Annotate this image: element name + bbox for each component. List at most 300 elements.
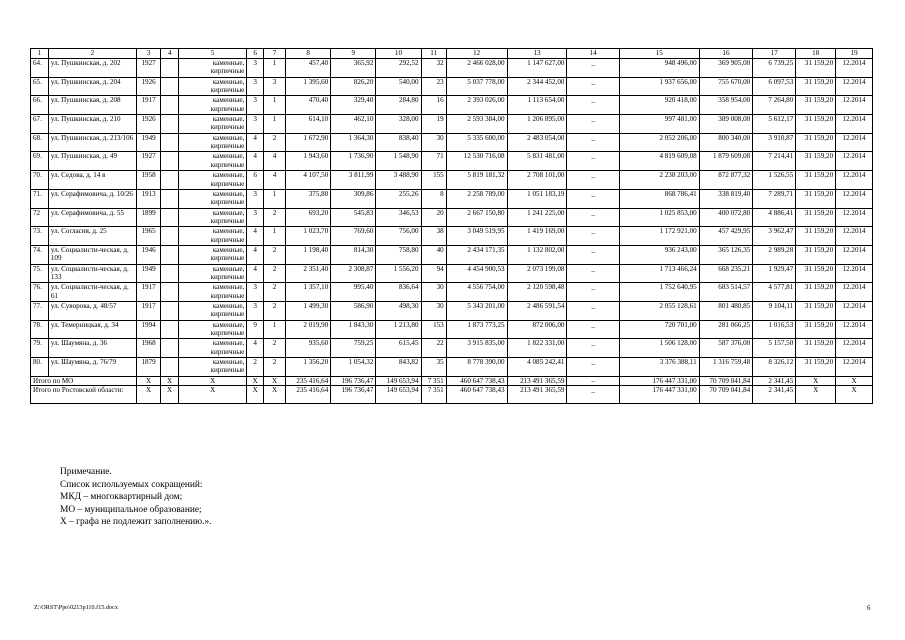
entrances-cell: 2 [264, 133, 286, 152]
cost-local-cell: 2 052 206,00 [619, 133, 699, 152]
cost-total-cell: 2 667 150,80 [446, 208, 507, 227]
wall-material-cell: каменные, кирпичные [179, 189, 247, 208]
note-title: Примечание. [60, 467, 112, 477]
max-cost-per-sqm-cell: 31 159,20 [796, 59, 836, 78]
max-cost-per-sqm-cell: 31 159,20 [796, 339, 836, 358]
cost-regional-cell: _ [567, 152, 619, 171]
col-4-cell [161, 227, 179, 246]
cost-regional-cell: _ [567, 245, 619, 264]
cost-local-cell: 1 752 640,95 [619, 283, 699, 302]
wall-material-cell: каменные, кирпичные [179, 301, 247, 320]
residents-cell: 38 [421, 227, 446, 246]
totals-cell: 460 647 738,43 [446, 386, 507, 404]
address-cell: ул. Серафимовича, д. 10/26 [48, 189, 136, 208]
address-cell: ул. Темерницкая, д. 34 [48, 320, 136, 339]
entrances-cell: 2 [264, 283, 286, 302]
cost-local-cell: 1 713 466,24 [619, 264, 699, 283]
area-premises-cell: 545,83 [331, 208, 376, 227]
residents-cell: 71 [421, 152, 446, 171]
cost-per-sqm-cell: 8 326,12 [753, 358, 796, 377]
max-cost-per-sqm-cell: 31 159,20 [796, 227, 836, 246]
residents-cell: 16 [421, 96, 446, 115]
address-cell: ул. Суворова, д. 48/57 [48, 301, 136, 320]
cost-local-cell: 936 243,00 [619, 245, 699, 264]
cost-total-cell: 2 393 026,00 [446, 96, 507, 115]
residents-cell: 153 [421, 320, 446, 339]
row-number-cell: 65. [31, 77, 49, 96]
residents-cell: 35 [421, 358, 446, 377]
row-number-cell: 66. [31, 96, 49, 115]
cost-fund-cell: 4 085 242,41 [507, 358, 567, 377]
entrances-cell: 1 [264, 59, 286, 78]
table-row [31, 208, 873, 227]
column-number-row [31, 49, 873, 59]
cost-local-cell: 3 376 388,11 [619, 358, 699, 377]
residents-cell: 23 [421, 77, 446, 96]
cost-total-cell: 4 454 900,53 [446, 264, 507, 283]
totals-row [31, 386, 873, 404]
cost-owners-cell: 358 954,00 [699, 96, 753, 115]
cost-total-cell: 3 915 835,00 [446, 339, 507, 358]
column-number: 5 [179, 49, 247, 59]
total-area-cell: 1 943,60 [286, 152, 331, 171]
cost-owners-cell: 587 376,00 [699, 339, 753, 358]
year-built-cell: 1926 [137, 115, 161, 134]
area-premises-cell: 826,20 [331, 77, 376, 96]
cost-per-sqm-cell: 7 214,41 [753, 152, 796, 171]
floors-cell: 4 [247, 152, 264, 171]
cost-local-cell: 1 025 853,00 [619, 208, 699, 227]
totals-cell: 213 491 365,59 [507, 376, 567, 386]
cost-local-cell: 4 819 609,08 [619, 152, 699, 171]
row-number-cell: 69. [31, 152, 49, 171]
floors-cell: 4 [247, 264, 264, 283]
col-4-cell [161, 115, 179, 134]
wall-material-cell: каменные, кирпичные [179, 358, 247, 377]
total-area-cell: 1 672,90 [286, 133, 331, 152]
totals-cell: 149 653,94 [376, 376, 421, 386]
totals-cell: 70 709 041,84 [699, 386, 753, 404]
note-intro: Список используемых сокращений: [60, 479, 203, 490]
totals-cell: 235 416,64 [286, 386, 331, 404]
floors-cell: 3 [247, 301, 264, 320]
floors-cell: 4 [247, 339, 264, 358]
wall-material-cell: каменные, кирпичные [179, 283, 247, 302]
cost-fund-cell: 1 132 802,00 [507, 245, 567, 264]
entrances-cell: 2 [264, 264, 286, 283]
totals-cell: X [264, 386, 286, 404]
col-4-cell [161, 358, 179, 377]
total-area-cell: 4 107,50 [286, 171, 331, 190]
row-number-cell: 80. [31, 358, 49, 377]
cost-regional-cell: _ [567, 115, 619, 134]
wall-material-cell: каменные, кирпичные [179, 96, 247, 115]
cost-regional-cell: _ [567, 283, 619, 302]
table-row [31, 171, 873, 190]
floors-cell: 3 [247, 189, 264, 208]
address-cell: ул. Социалисти-ческая, д. 133 [48, 264, 136, 283]
file-path: Z:\ORST\Ppo\0213p110.f15.docx [34, 604, 118, 611]
table-row [31, 189, 873, 208]
total-area-cell: 2 019,90 [286, 320, 331, 339]
cost-per-sqm-cell: 4 886,41 [753, 208, 796, 227]
max-cost-per-sqm-cell: 31 159,20 [796, 208, 836, 227]
total-area-cell: 1 023,70 [286, 227, 331, 246]
cost-per-sqm-cell: 3 962,47 [753, 227, 796, 246]
cost-total-cell: 5 343 201,00 [446, 301, 507, 320]
area-premises-cell: 586,90 [331, 301, 376, 320]
cost-per-sqm-cell: 6 097,53 [753, 77, 796, 96]
totals-cell: X [179, 376, 247, 386]
max-cost-per-sqm-cell: 31 159,20 [796, 115, 836, 134]
year-built-cell: 1965 [137, 227, 161, 246]
table-row [31, 227, 873, 246]
entrances-cell: 2 [264, 358, 286, 377]
column-number: 13 [507, 49, 567, 59]
year-built-cell: 1926 [137, 77, 161, 96]
column-number: 11 [421, 49, 446, 59]
address-cell: ул. Пушкинская, д. 210 [48, 115, 136, 134]
residents-cell: 30 [421, 283, 446, 302]
column-number: 10 [376, 49, 421, 59]
cost-per-sqm-cell: 5 612,17 [753, 115, 796, 134]
completion-date-cell: 12.2014 [836, 320, 873, 339]
cost-regional-cell: _ [567, 358, 619, 377]
totals-cell: 7 351 [421, 386, 446, 404]
completion-date-cell: 12.2014 [836, 283, 873, 302]
max-cost-per-sqm-cell: 31 159,20 [796, 133, 836, 152]
cost-regional-cell: _ [567, 133, 619, 152]
totals-cell: 235 416,64 [286, 376, 331, 386]
area-residential-cell: 284,80 [376, 96, 421, 115]
total-area-cell: 1 499,30 [286, 301, 331, 320]
area-residential-cell: 1 556,20 [376, 264, 421, 283]
completion-date-cell: 12.2014 [836, 96, 873, 115]
totals-cell: – [567, 376, 619, 386]
area-residential-cell: 292,52 [376, 59, 421, 78]
table-row [31, 320, 873, 339]
totals-cell: X [247, 386, 264, 404]
address-cell: ул. Согласия, д. 25 [48, 227, 136, 246]
cost-local-cell: 2 055 128,61 [619, 301, 699, 320]
max-cost-per-sqm-cell: 31 159,20 [796, 320, 836, 339]
totals-cell: X [247, 376, 264, 386]
max-cost-per-sqm-cell: 31 159,20 [796, 171, 836, 190]
col-4-cell [161, 171, 179, 190]
total-area-cell: 457,40 [286, 59, 331, 78]
total-area-cell: 470,40 [286, 96, 331, 115]
totals-cell: 70 709 041,84 [699, 376, 753, 386]
cost-fund-cell: 2 120 598,48 [507, 283, 567, 302]
totals-cell: 213 491 365,59 [507, 386, 567, 404]
totals-cell: X [836, 376, 873, 386]
col-4-cell [161, 339, 179, 358]
year-built-cell: 1913 [137, 189, 161, 208]
cost-owners-cell: 369 905,00 [699, 59, 753, 78]
completion-date-cell: 12.2014 [836, 358, 873, 377]
column-number: 2 [48, 49, 136, 59]
wall-material-cell: каменные, кирпичные [179, 133, 247, 152]
area-residential-cell: 255,26 [376, 189, 421, 208]
max-cost-per-sqm-cell: 31 159,20 [796, 358, 836, 377]
area-premises-cell: 462,10 [331, 115, 376, 134]
cost-owners-cell: 338 819,40 [699, 189, 753, 208]
max-cost-per-sqm-cell: 31 159,20 [796, 283, 836, 302]
column-number: 6 [247, 49, 264, 59]
cost-local-cell: 720 701,00 [619, 320, 699, 339]
totals-cell: 2 341,45 [753, 376, 796, 386]
note-item-mkd: МКД – многоквартирный дом; [60, 492, 183, 503]
note-item-x: X – графа не подлежит заполнению.». [60, 517, 212, 528]
total-area-cell: 1 356,20 [286, 358, 331, 377]
completion-date-cell: 12.2014 [836, 264, 873, 283]
total-area-cell: 693,20 [286, 208, 331, 227]
floors-cell: 3 [247, 96, 264, 115]
cost-per-sqm-cell: 3 910,87 [753, 133, 796, 152]
column-number: 17 [753, 49, 796, 59]
cost-total-cell: 1 873 773,25 [446, 320, 507, 339]
floors-cell: 4 [247, 133, 264, 152]
area-premises-cell: 814,30 [331, 245, 376, 264]
cost-total-cell: 3 049 519,95 [446, 227, 507, 246]
cost-owners-cell: 872 877,32 [699, 171, 753, 190]
wall-material-cell: каменные, кирпичные [179, 115, 247, 134]
max-cost-per-sqm-cell: 31 159,20 [796, 77, 836, 96]
cost-local-cell: 1 506 128,00 [619, 339, 699, 358]
area-premises-cell: 995,40 [331, 283, 376, 302]
total-area-cell: 1 395,60 [286, 77, 331, 96]
cost-owners-cell: 801 480,85 [699, 301, 753, 320]
entrances-cell: 1 [264, 115, 286, 134]
residents-cell: 30 [421, 133, 446, 152]
address-cell: ул. Серафимовича, д. 55 [48, 208, 136, 227]
cost-regional-cell: _ [567, 264, 619, 283]
completion-date-cell: 12.2014 [836, 245, 873, 264]
completion-date-cell: 12.2014 [836, 301, 873, 320]
col-4-cell [161, 320, 179, 339]
floors-cell: 4 [247, 245, 264, 264]
totals-cell: 196 736,47 [331, 386, 376, 404]
row-number-cell: 67. [31, 115, 49, 134]
cost-local-cell: 920 418,00 [619, 96, 699, 115]
housing-register-table [30, 48, 873, 404]
area-residential-cell: 758,80 [376, 245, 421, 264]
cost-per-sqm-cell: 4 577,81 [753, 283, 796, 302]
completion-date-cell: 12.2014 [836, 152, 873, 171]
cost-owners-cell: 400 072,80 [699, 208, 753, 227]
table-row [31, 133, 873, 152]
residents-cell: 30 [421, 301, 446, 320]
wall-material-cell: каменные, кирпичные [179, 208, 247, 227]
column-number: 9 [331, 49, 376, 59]
cost-owners-cell: 281 066,25 [699, 320, 753, 339]
floors-cell: 6 [247, 171, 264, 190]
total-area-cell: 935,60 [286, 339, 331, 358]
area-premises-cell: 1 843,30 [331, 320, 376, 339]
entrances-cell: 1 [264, 189, 286, 208]
floors-cell: 3 [247, 208, 264, 227]
area-residential-cell: 498,30 [376, 301, 421, 320]
row-number-cell: 78. [31, 320, 49, 339]
totals-cell: X [796, 386, 836, 404]
address-cell: ул. Седова, д. 14 в [48, 171, 136, 190]
cost-fund-cell: 1 419 169,00 [507, 227, 567, 246]
column-number: 12 [446, 49, 507, 59]
completion-date-cell: 12.2014 [836, 133, 873, 152]
note-block [60, 466, 212, 529]
cost-local-cell: 868 786,41 [619, 189, 699, 208]
totals-cell: 176 447 331,00 [619, 376, 699, 386]
cost-total-cell: 4 556 754,00 [446, 283, 507, 302]
area-premises-cell: 309,86 [331, 189, 376, 208]
cost-per-sqm-cell: 5 157,50 [753, 339, 796, 358]
residents-cell: 20 [421, 208, 446, 227]
residents-cell: 155 [421, 171, 446, 190]
cost-regional-cell: _ [567, 96, 619, 115]
cost-fund-cell: 2 344 452,00 [507, 77, 567, 96]
total-area-cell: 614,10 [286, 115, 331, 134]
cost-regional-cell: _ [567, 208, 619, 227]
year-built-cell: 1958 [137, 171, 161, 190]
col-4-cell [161, 301, 179, 320]
cost-total-cell: 5 037 778,00 [446, 77, 507, 96]
floors-cell: 3 [247, 59, 264, 78]
area-residential-cell: 3 488,90 [376, 171, 421, 190]
cost-regional-cell: _ [567, 189, 619, 208]
entrances-cell: 3 [264, 77, 286, 96]
address-cell: ул. Социалисти-ческая, д. 109 [48, 245, 136, 264]
cost-local-cell: 2 238 203,00 [619, 171, 699, 190]
table-row [31, 152, 873, 171]
entrances-cell: 1 [264, 96, 286, 115]
completion-date-cell: 12.2014 [836, 171, 873, 190]
cost-fund-cell: 2 073 199,08 [507, 264, 567, 283]
table-row [31, 115, 873, 134]
entrances-cell: 2 [264, 301, 286, 320]
cost-per-sqm-cell: 7 289,71 [753, 189, 796, 208]
row-number-cell: 79. [31, 339, 49, 358]
col-4-cell [161, 152, 179, 171]
wall-material-cell: каменные, кирпичные [179, 59, 247, 78]
year-built-cell: 1946 [137, 245, 161, 264]
totals-label: Итого по МО [31, 376, 137, 386]
area-residential-cell: 1 548,90 [376, 152, 421, 171]
totals-label: Итого по Ростовской области: [31, 386, 137, 404]
cost-total-cell: 2 434 171,35 [446, 245, 507, 264]
cost-per-sqm-cell: 2 989,28 [753, 245, 796, 264]
area-premises-cell: 1 054,32 [331, 358, 376, 377]
totals-cell: 176 447 331,00 [619, 386, 699, 404]
row-number-cell: 71. [31, 189, 49, 208]
totals-cell: 149 653,94 [376, 386, 421, 404]
entrances-cell: 4 [264, 152, 286, 171]
area-residential-cell: 756,00 [376, 227, 421, 246]
wall-material-cell: каменные, кирпичные [179, 171, 247, 190]
cost-regional-cell: _ [567, 301, 619, 320]
row-number-cell: 76. [31, 283, 49, 302]
col-4-cell [161, 208, 179, 227]
wall-material-cell: каменные, кирпичные [179, 320, 247, 339]
year-built-cell: 1917 [137, 301, 161, 320]
cost-per-sqm-cell: 1 929,47 [753, 264, 796, 283]
cost-per-sqm-cell: 1 526,55 [753, 171, 796, 190]
entrances-cell: 2 [264, 339, 286, 358]
page-number: 6 [867, 604, 871, 612]
totals-cell: X [836, 386, 873, 404]
row-number-cell: 74. [31, 245, 49, 264]
note-item-mo: МО – муниципальное образование; [60, 504, 202, 515]
cost-per-sqm-cell: 1 016,53 [753, 320, 796, 339]
max-cost-per-sqm-cell: 31 159,20 [796, 301, 836, 320]
year-built-cell: 1899 [137, 208, 161, 227]
col-4-cell [161, 264, 179, 283]
col-4-cell [161, 59, 179, 78]
table-row [31, 283, 873, 302]
area-premises-cell: 2 308,87 [331, 264, 376, 283]
residents-cell: 22 [421, 339, 446, 358]
cost-fund-cell: 1 822 331,00 [507, 339, 567, 358]
cost-fund-cell: 1 147 627,00 [507, 59, 567, 78]
cost-local-cell: 997 481,00 [619, 115, 699, 134]
year-built-cell: 1917 [137, 96, 161, 115]
col-4-cell [161, 283, 179, 302]
wall-material-cell: каменные, кирпичные [179, 264, 247, 283]
cost-regional-cell: _ [567, 171, 619, 190]
row-number-cell: 73. [31, 227, 49, 246]
cost-regional-cell: _ [567, 77, 619, 96]
cost-owners-cell: 755 670,00 [699, 77, 753, 96]
table-body [31, 49, 873, 404]
cost-total-cell: 2 593 384,00 [446, 115, 507, 134]
floors-cell: 9 [247, 320, 264, 339]
completion-date-cell: 12.2014 [836, 227, 873, 246]
totals-cell: 196 736,47 [331, 376, 376, 386]
total-area-cell: 375,80 [286, 189, 331, 208]
cost-local-cell: 948 496,00 [619, 59, 699, 78]
cost-regional-cell: _ [567, 320, 619, 339]
entrances-cell: 1 [264, 227, 286, 246]
table-row [31, 301, 873, 320]
max-cost-per-sqm-cell: 31 159,20 [796, 189, 836, 208]
cost-fund-cell: 1 206 895,00 [507, 115, 567, 134]
row-number-cell: 70. [31, 171, 49, 190]
totals-cell: 2 341,45 [753, 386, 796, 404]
area-premises-cell: 365,92 [331, 59, 376, 78]
wall-material-cell: каменные, кирпичные [179, 227, 247, 246]
year-built-cell: 1879 [137, 358, 161, 377]
wall-material-cell: каменные, кирпичные [179, 77, 247, 96]
area-residential-cell: 836,64 [376, 283, 421, 302]
table-row [31, 245, 873, 264]
column-number: 1 [31, 49, 49, 59]
table-row [31, 264, 873, 283]
cost-fund-cell: 2 708 101,00 [507, 171, 567, 190]
row-number-cell: 68. [31, 133, 49, 152]
column-number: 18 [796, 49, 836, 59]
area-premises-cell: 1 736,90 [331, 152, 376, 171]
floors-cell: 4 [247, 227, 264, 246]
max-cost-per-sqm-cell: 31 159,20 [796, 152, 836, 171]
area-residential-cell: 328,00 [376, 115, 421, 134]
completion-date-cell: 12.2014 [836, 77, 873, 96]
area-premises-cell: 329,40 [331, 96, 376, 115]
column-number: 15 [619, 49, 699, 59]
cost-fund-cell: 1 051 183,19 [507, 189, 567, 208]
floors-cell: 3 [247, 77, 264, 96]
cost-fund-cell: 2 483 054,00 [507, 133, 567, 152]
entrances-cell: 2 [264, 208, 286, 227]
residents-cell: 19 [421, 115, 446, 134]
